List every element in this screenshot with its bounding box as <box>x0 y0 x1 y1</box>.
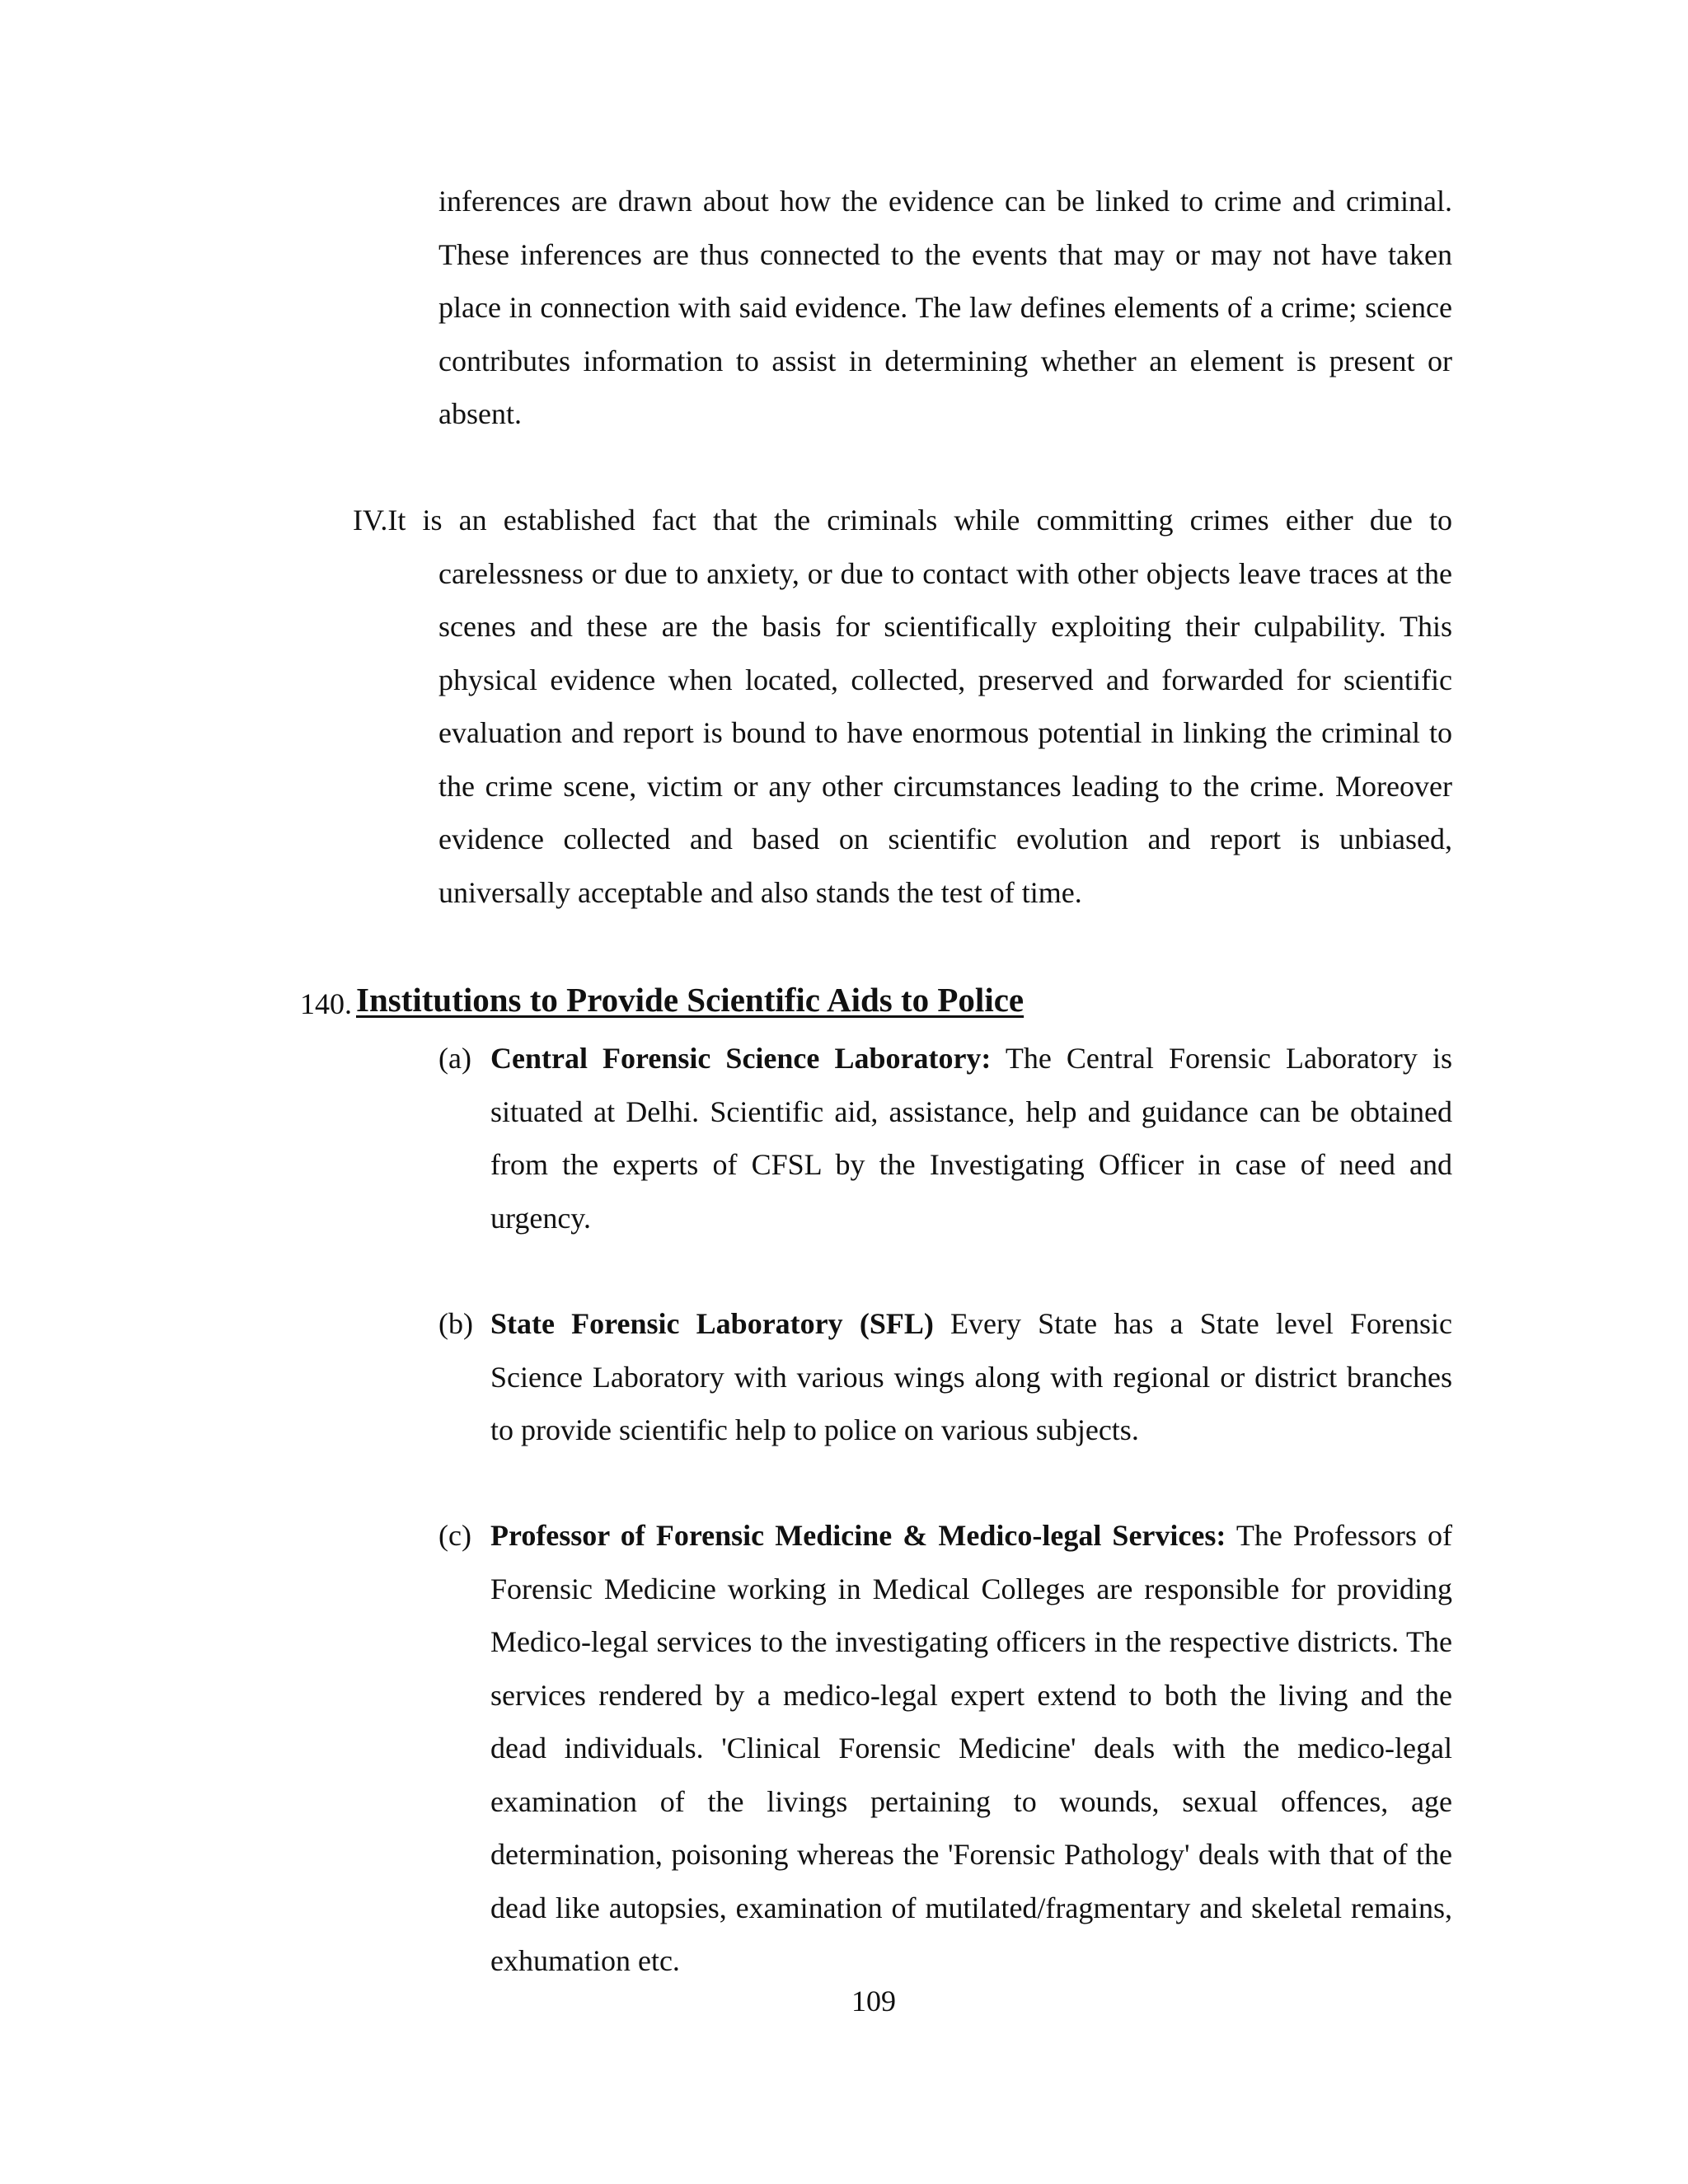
item-a-label: (a) <box>438 1042 471 1075</box>
item-a-paragraph <box>490 1032 1452 1244</box>
item-b-label: (b) <box>438 1307 473 1340</box>
continuation-paragraph: inferences are drawn about how the evidence can be linked to crime and criminal. These inferences are thus connected to the events that may or may not have taken place in connection with said evidence. The law defines elements of a crime; science contributes information to assist in determining whether an element is present or absent. <box>438 185 1452 430</box>
section-heading: Institutions to Provide Scientific Aids to Police <box>356 981 1025 1019</box>
item-c-paragraph <box>490 1509 1452 1988</box>
item-c-label: (c) <box>438 1519 471 1552</box>
item-b-heading: State Forensic Laboratory (SFL) <box>490 1307 934 1340</box>
item-b-text: Every State has a State level Forensic Science Laboratory with various wings along with regional or district branches to provide scientific help to police on various subjects. <box>490 1307 1453 1446</box>
item-c-text: The Professors of Forensic Medicine working in Medical Colleges are responsible for providing Medico-legal services to the investigating officers in the respective districts. The services rendered by a medico-legal expert extend to both the living and the dead individuals. 'Clinical Forensic Medicine' deals with the medico-legal examination of the livings pertaining to wounds, sexual offences, age determination, poisoning whereas the 'Forensic Pathology' deals with that of the dead like autopsies, examination of mutilated/fragmentary and skeletal remains, exhumation etc. <box>490 1519 1452 1977</box>
item-a-text: The Central Forensic Laboratory is situated at Delhi. Scientific aid, assistance, help and guidance can be obtained from the experts of CFSL by the Investigating Officer in case of need and urgency. <box>490 1042 1453 1235</box>
item-a-heading: Central Forensic Science Laboratory: <box>490 1042 992 1075</box>
page-number: 109 <box>851 1985 896 2018</box>
item-b-paragraph <box>490 1297 1452 1457</box>
point-iv-text: It is an established fact that the criminals while committing crimes either due to carelessness or due to anxiety, or due to contact with other objects leave traces at the scenes and these are the basis for scientifically exploiting their culpability. This physical evidence when located, collected, preserved and forwarded for scientific evaluation and report is bound to have enormous potential in linking the criminal to the crime scene, victim or any other circumstances leading to the crime. Moreover evidence collected and based on scientific evolution and report is unbiased, universally acceptable and also stands the test of time. <box>387 504 1452 909</box>
item-c-heading: Professor of Forensic Medicine & Medico-legal Services: <box>490 1519 1226 1552</box>
point-iv-paragraph <box>353 494 1452 919</box>
point-iv-marker: IV. <box>353 504 388 537</box>
section-number: 140. <box>300 987 352 1020</box>
